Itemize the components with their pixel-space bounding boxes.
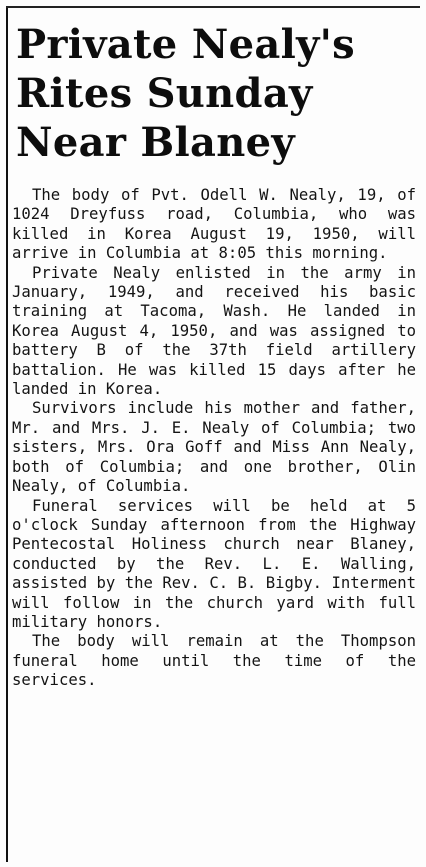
paragraph-survivors: Survivors include his mother and father, Mr. and Mrs. J. E. Nealy of Columbia; two sisters, Mrs. Ora Goff and Miss Ann Nealy, both of Columbia; and one brother, Olin Nealy, of Columbia. xyxy=(12,399,416,496)
paragraph-arrival: The body of Pvt. Odell W. Nealy, 19, of 1024 Dreyfuss road, Columbia, who was killed in Korea August 19, 1950, will arrive in Columbia at 8:05 this morning. xyxy=(12,186,416,263)
headline xyxy=(16,20,420,167)
paragraph-service-record: Private Nealy enlisted in the army in January, 1949, and received his basic training at Tacoma, Wash. He landed in Korea August 4, 1950, and was assigned to battery B of the 37th field artillery battalion. He was killed 15 days after he landed in Korea. xyxy=(12,263,416,399)
headline-line-1: Private Nealy's xyxy=(16,21,355,68)
paragraph-funeral: Funeral services will be held at 5 o'clock Sunday afternoon from the Highway Pentecostal Holiness church near Blaney, conducted by the Rev. L. E. Walling, assisted by the Rev. C. B. Bigby. Interment will follow in the church yard with full military honors. xyxy=(12,496,416,631)
paragraph-funeral-home: The body will remain at the Thompson funeral home until the time of the services. xyxy=(12,632,416,690)
headline-line-3: Near Blaney xyxy=(16,119,295,166)
article-body xyxy=(12,186,416,691)
top-column-rule xyxy=(6,6,420,8)
headline-line-2: Rites Sunday xyxy=(16,70,313,117)
left-column-rule xyxy=(6,6,8,862)
